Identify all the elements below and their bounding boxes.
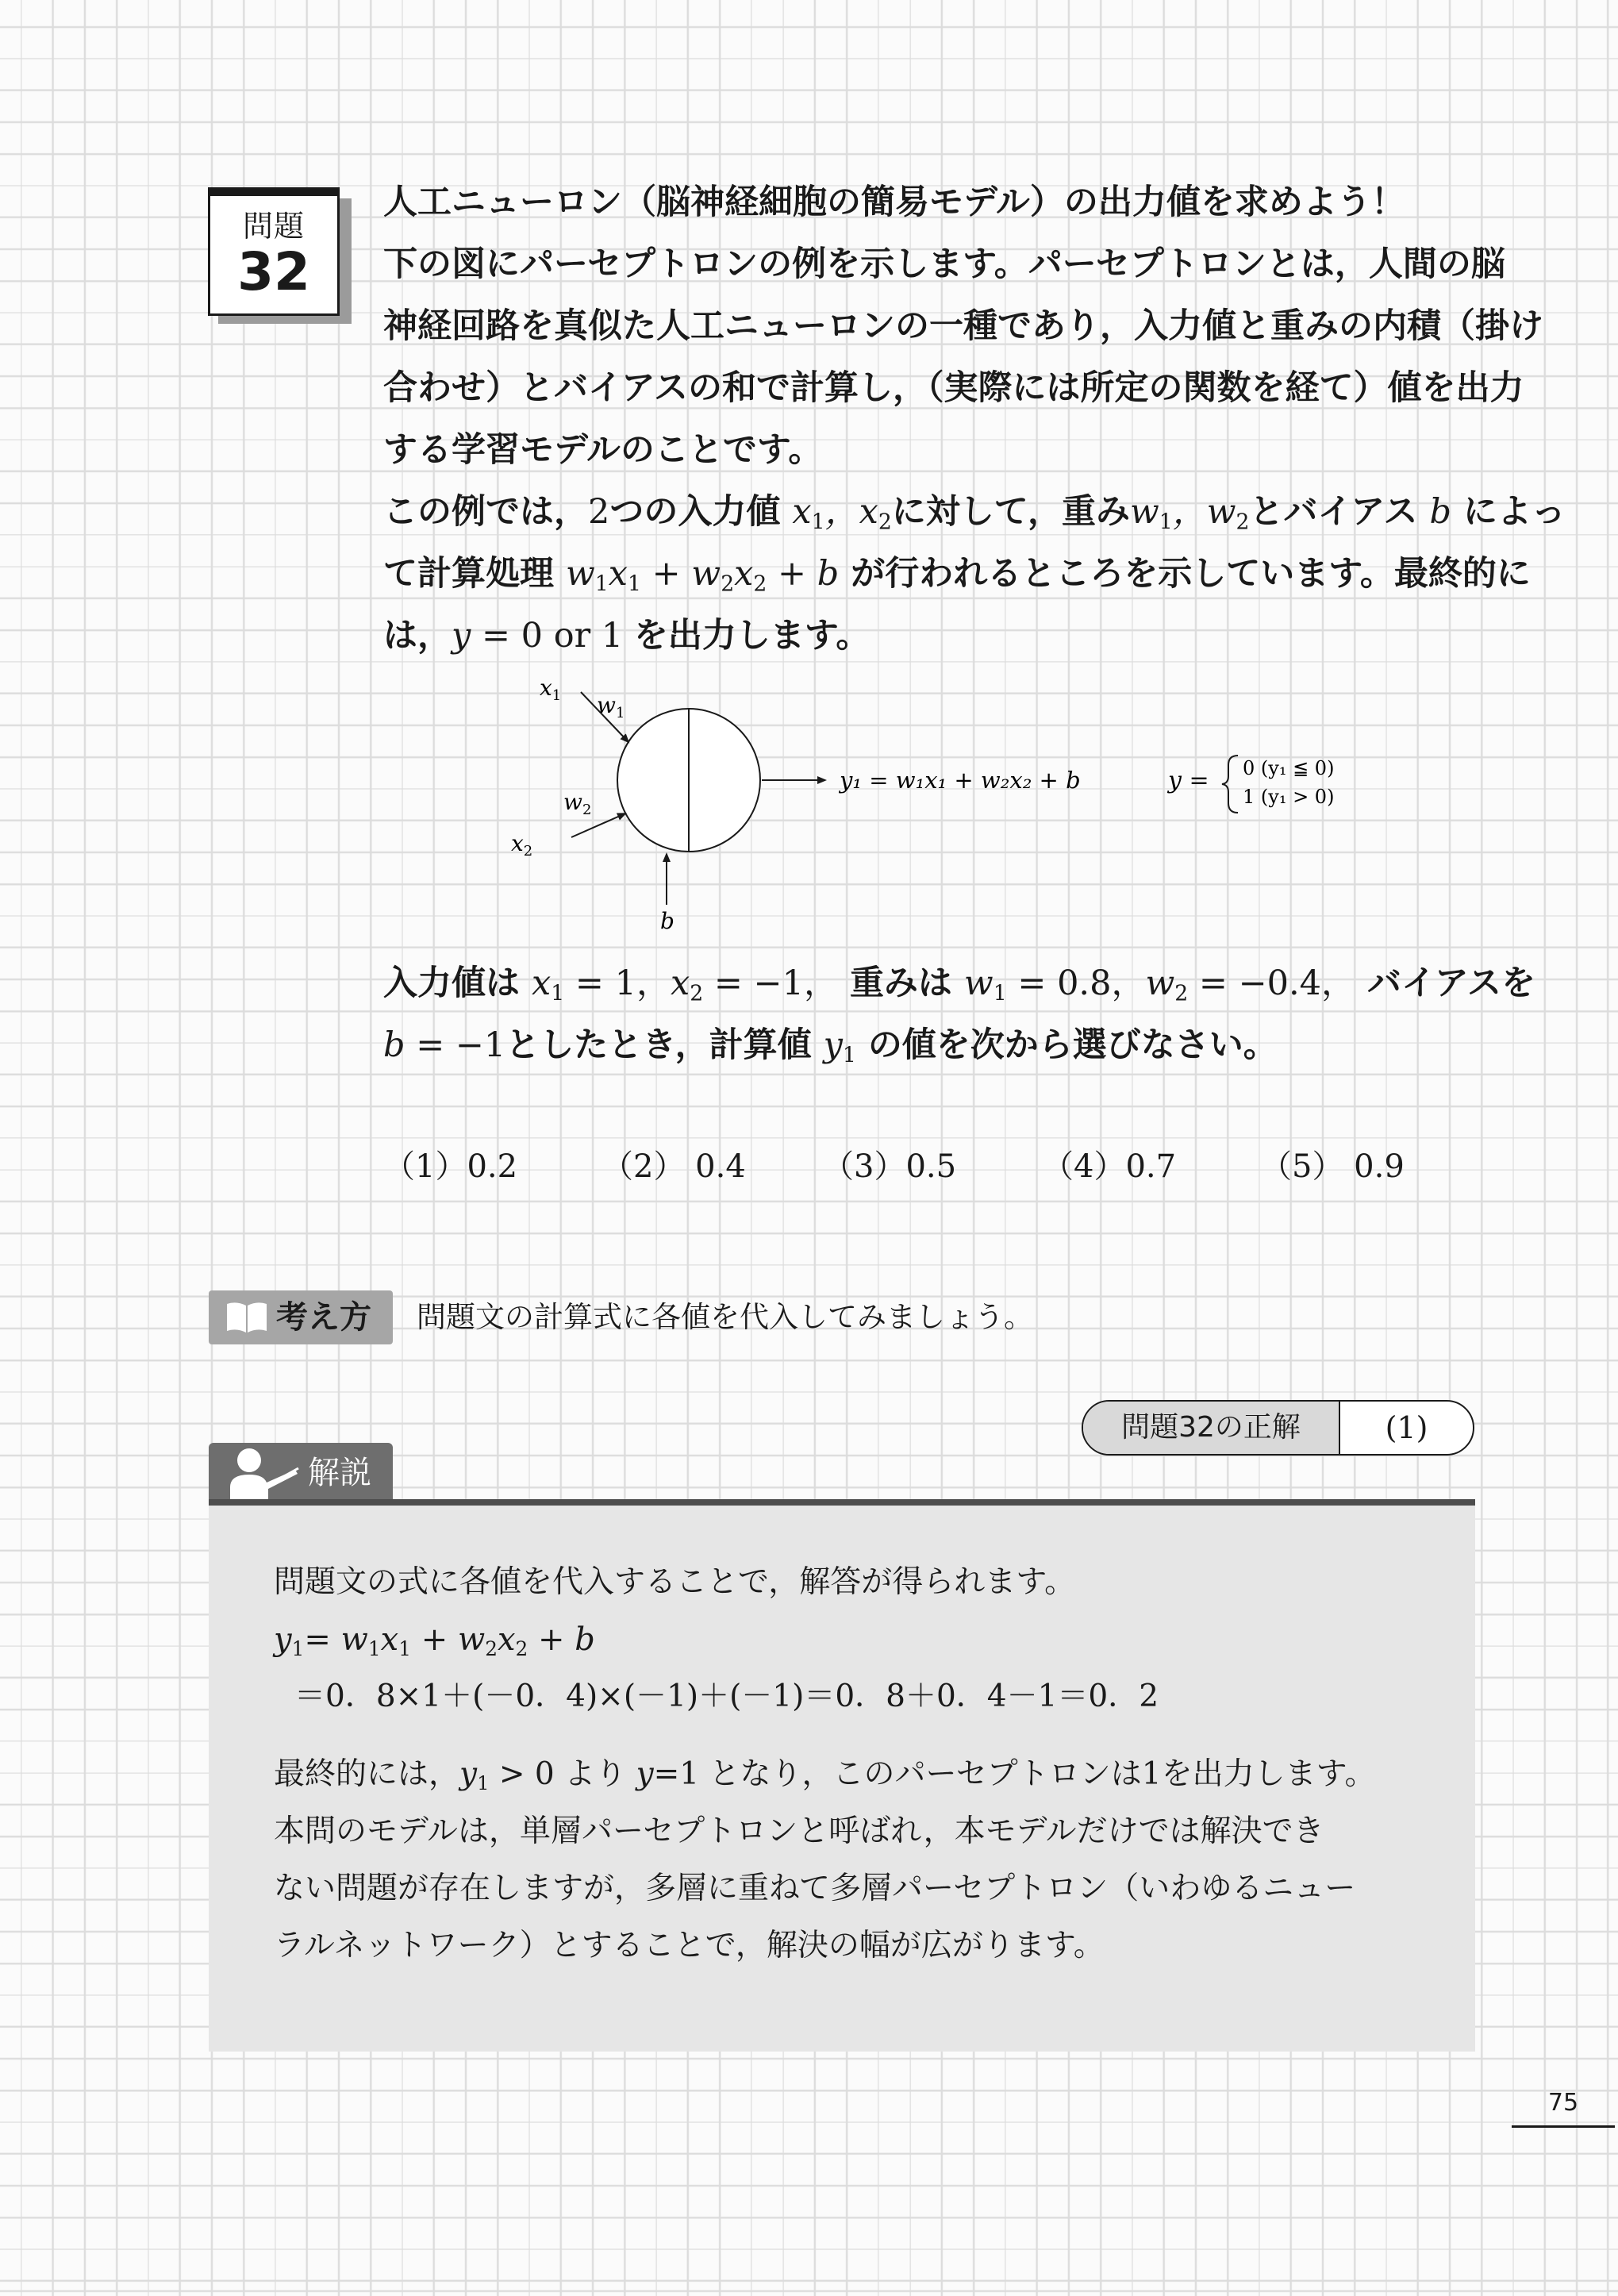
explanation-calculation: ＝0．8×1＋(－0．4)×(－1)＋(－1)＝0．8＋0．4－1＝0．2 [294, 1679, 1159, 1714]
choice-1[interactable]: （1）0.2 [383, 1148, 518, 1185]
hint-text: 問題文の計算式に各値を代入してみましょう。 [417, 1300, 1033, 1334]
label-w1: $w_1$ [597, 692, 625, 721]
math-output: y = 0 [452, 616, 554, 656]
problem-title: 人工ニューロン（脳神経細胞の簡易モデル）の出力値を求めよう！ [383, 183, 1405, 222]
given-line-2: b = −1としたとき，計算値 $y_1$ の値を次から選びなさい。 [383, 1025, 1278, 1068]
perceptron-diagram [492, 667, 1381, 944]
page-number: 75 [1547, 2089, 1579, 2117]
choice-3[interactable]: （3）0.5 [822, 1148, 957, 1185]
choice-2[interactable]: （2） 0.4 [601, 1148, 746, 1185]
answer-value: (1) [1385, 1410, 1428, 1445]
piecewise-case-2: 1 (y₁ > 0) [1243, 786, 1335, 808]
teacher-icon [219, 1443, 306, 1503]
math-bias: b [1429, 492, 1452, 532]
label-x2: $x_2$ [511, 830, 533, 860]
piecewise-case-1: 0 (y₁ ≦ 0) [1243, 757, 1335, 779]
intro-line: 下の図にパーセプトロンの例を示します。パーセプトロンとは，人間の脳 [383, 244, 1505, 284]
explanation-content [274, 1554, 1424, 1975]
explanation-title: 解説 [308, 1455, 371, 1491]
math-w-values: $w_1 = 0.8$，$w_2 = -0.4$， [963, 963, 1356, 1006]
math-b-value: b = −1 [383, 1025, 506, 1065]
hint-label: 考え方 [276, 1299, 371, 1336]
explanation-intro: 問題文の式に各値を代入することで，解答が得られます。 [274, 1564, 1076, 1600]
book-icon [224, 1299, 270, 1336]
explanation-final: 最終的には，$y_1 > 0$ より y=1 となり，このパーセプトロンは1を出力します。 [274, 1756, 1376, 1794]
example-line-3: は，y = 0 or 1 を出力します。 [383, 616, 870, 656]
arrow-x2 [571, 813, 625, 837]
explanation-paragraph-line: ラルネットワーク）とすることで，解決の幅が広がります。 [274, 1928, 1105, 1963]
piecewise-lhs: y = [1168, 767, 1209, 794]
intro-line: 神経回路を真似た人工ニューロンの一種であり，入力値と重みの内積（掛け [383, 306, 1543, 346]
answer-pill [1082, 1400, 1474, 1456]
example-line-1: この例では，2つの入力値 $x_1$，$x_2$に対して，重み$w_1$，$w_2$とバイアス b によっ [383, 492, 1566, 535]
math-inputs: $x_1$，$x_2$ [792, 492, 892, 535]
example-line-2: て計算処理 $w_1x_1 + w_2x_2 + b$ が行われるところを示しています。最終的に [383, 554, 1531, 597]
explanation-paragraph-line: 本問のモデルは，単層パーセプトロンと呼ばれ，本モデルだけでは解決でき [274, 1813, 1324, 1849]
label-w2: $w_2$ [563, 789, 592, 818]
math-y1: $y_1$ [823, 1025, 856, 1068]
explanation-formula: $y_1= w_1x_1 + w_2x_2 + b$ [274, 1621, 595, 1660]
math-sum: $w_1x_1 + w_2x_2 + b$ [565, 554, 840, 597]
given-line-1: 入力値は $x_1 = 1$，$x_2 = -1$， 重みは $w_1 = 0.8$，$w_2 = -0.4$， バイアスを [383, 963, 1536, 1006]
label-b: b [660, 908, 674, 934]
answer-label: 問題32の正解 [1083, 1402, 1340, 1454]
problem-number: 32 [237, 241, 310, 302]
choices [383, 1139, 1510, 1194]
intro-line: する学習モデルのことです。 [383, 430, 823, 470]
problem-label: 問題 [242, 209, 305, 244]
explanation-rule [209, 1499, 1475, 1506]
problem-badge [208, 187, 340, 316]
label-x1: $x_1$ [540, 675, 562, 704]
piecewise-brace [1222, 756, 1238, 813]
intro-line: 合わせ）とバイアスの和で計算し，（実際には所定の関数を経て）値を出力 [383, 368, 1524, 408]
choice-5[interactable]: （5） 0.9 [1260, 1148, 1405, 1185]
output-formula: y₁ = w₁x₁ + w₂x₂ + b [840, 767, 1081, 794]
question-text [383, 171, 1566, 667]
math-weights: $w_1$，$w_2$ [1129, 492, 1250, 535]
math-x-values: $x_1 = 1$，$x_2 = -1$， [531, 963, 838, 1006]
choice-4[interactable]: （4）0.7 [1042, 1148, 1177, 1185]
given-values [383, 952, 1536, 1076]
explanation-paragraph-line: ない問題が存在しますが，多層に重ねて多層パーセプトロン（いわゆるニュー [274, 1871, 1356, 1906]
page-number-rule [1512, 2125, 1615, 2128]
